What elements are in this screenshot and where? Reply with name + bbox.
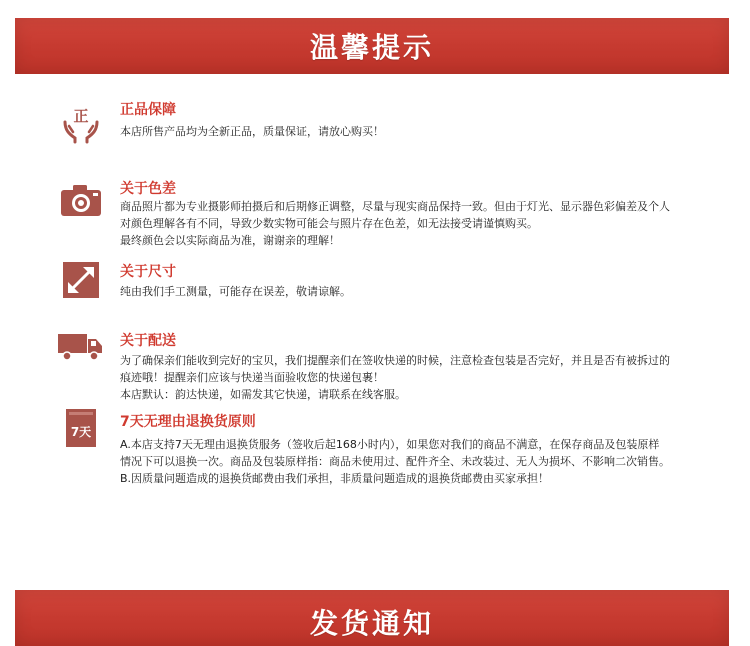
section-title: 关于配送 [120,333,176,349]
camera-icon [58,180,104,220]
seven-day-return-icon [58,408,104,448]
resize-arrow-icon [58,260,104,300]
section-title: 关于尺寸 [120,264,176,280]
section-body [120,436,720,487]
section-line: 痕迹哦！提醒亲们应该与快递当面验收您的快递包裹！ [120,371,384,384]
genuine-icon-text: 正 [73,107,89,125]
section-line: 本店所售产品均为全新正品，质量保证，请放心购买！ [120,125,384,138]
genuine-hands-icon [58,104,104,144]
section-line: 商品照片都为专业摄影师拍摄后和后期修正调整，尽量与现实商品保持一致。但由于灯光、显示器色彩偏差及个人 [120,200,670,213]
seven-day-icon-text: 7天 [70,425,92,439]
footer-banner [15,590,729,646]
section-body [120,352,720,403]
section-body [120,198,720,249]
delivery-truck-icon [58,326,104,366]
section-line: 本店默认：韵达快递，如需发其它快递，请联系在线客服。 [120,388,406,401]
section-line: 纯由我们手工测量，可能存在误差，敬请谅解。 [120,285,351,298]
page-title: 温馨提示 [309,31,434,64]
section-line: A.本店支持7天无理由退换货服务（签收后起168小时内），如果您对我们的商品不满意，在保存商品及包装原样 [120,438,660,451]
section-title: 关于色差 [120,181,176,197]
section-title: 7天无理由退换货原则 [120,414,256,430]
section-line: 对颜色理解各有不同，导致少数实物可能会与照片存在色差，如无法接受请谨慎购买。 [120,217,538,230]
header-banner [15,18,729,74]
section-line: 最终颜色会以实际商品为准，谢谢亲的理解！ [120,234,340,247]
section-title: 正品保障 [120,102,176,118]
section-body [120,283,720,300]
section-line: B.因质量问题造成的退换货邮费由我们承担，非质量问题造成的退换货邮费由买家承担！ [120,472,550,485]
section-line: 为了确保亲们能收到完好的宝贝，我们提醒亲们在签收快递的时候，注意检查包装是否完好，并且是否有被拆过的 [120,354,670,367]
shipping-notice-title: 发货通知 [309,607,434,640]
section-line: 情况下可以退换一次。商品及包装原样指：商品未使用过、配件齐全、未改装过、无人为损坏、不影响二次销售。 [120,455,670,468]
section-body [120,123,720,140]
